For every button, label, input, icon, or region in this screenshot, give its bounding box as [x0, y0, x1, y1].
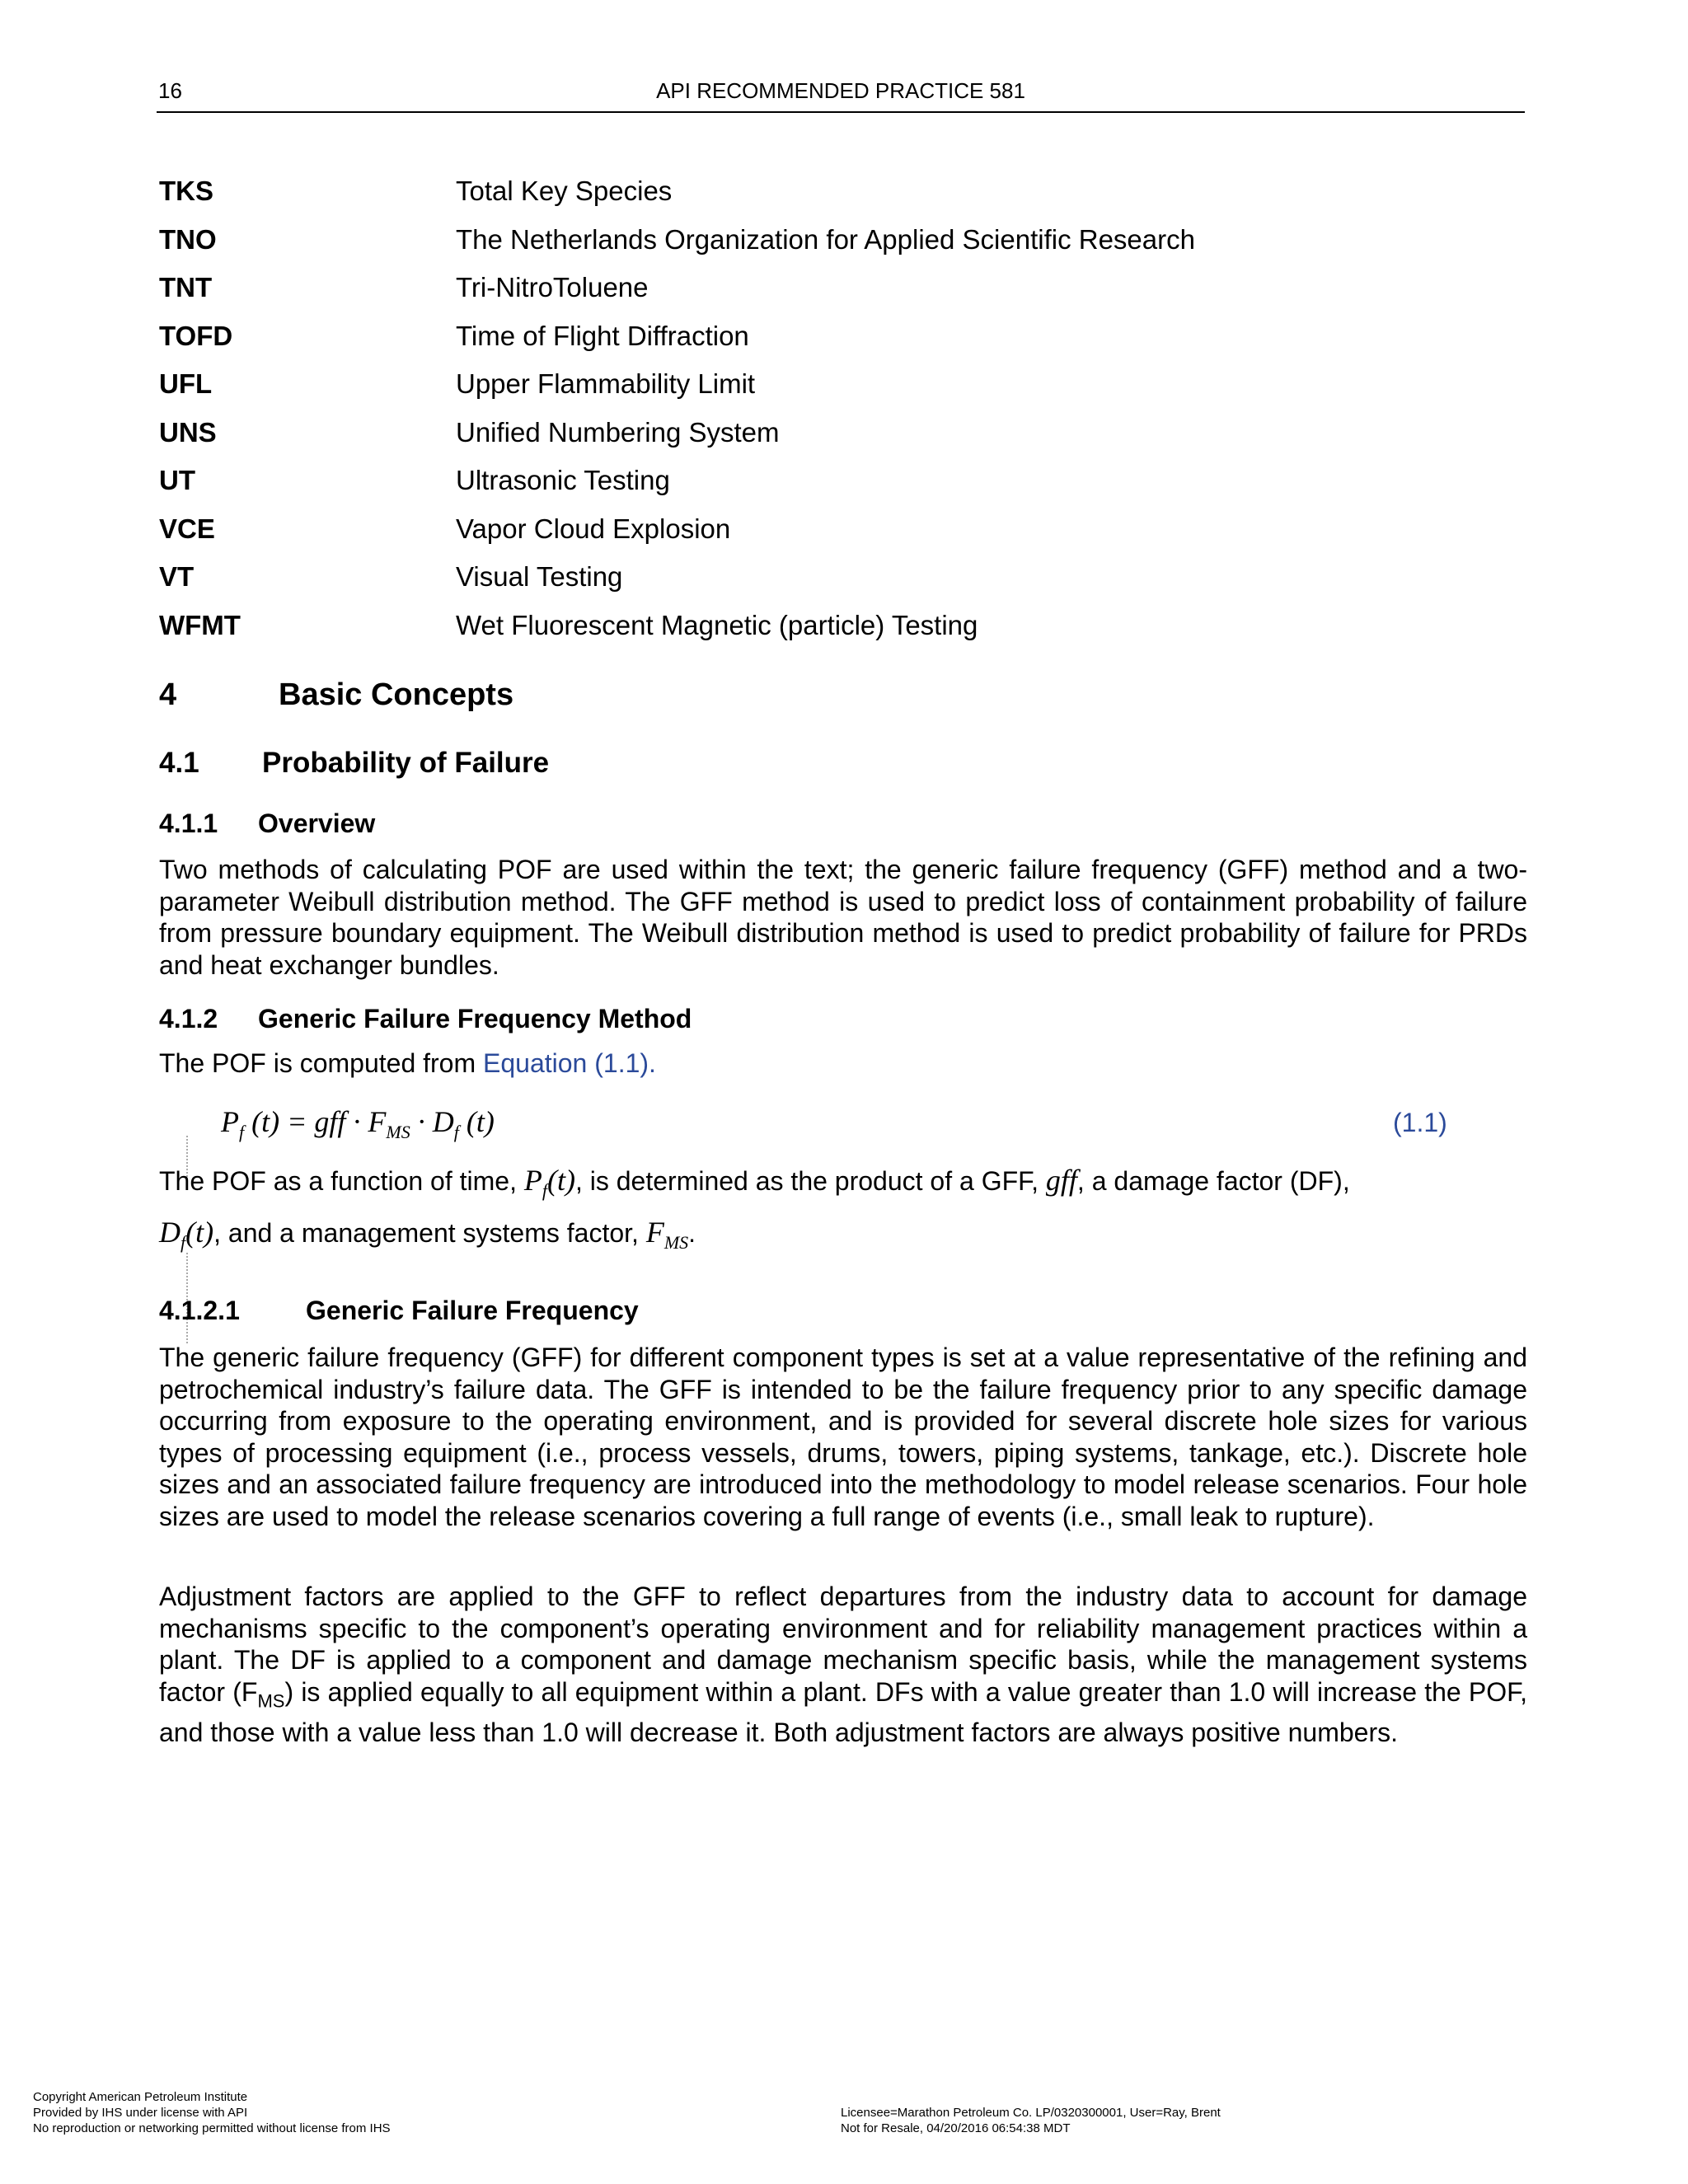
- equation-link[interactable]: Equation (1.1).: [483, 1048, 656, 1078]
- abbreviation-row: [159, 560, 1527, 609]
- eq-lhs: P: [221, 1105, 239, 1138]
- abbreviation-code: TOFD: [159, 320, 233, 351]
- pf-t: (t): [546, 1164, 575, 1197]
- footer-license: [841, 2105, 1221, 2136]
- abbreviation-row: [159, 175, 1527, 223]
- abbreviation-definition: Time of Flight Diffraction: [456, 320, 749, 351]
- abbreviation-code: WFMT: [159, 609, 241, 640]
- eq-d-sub: f: [453, 1122, 459, 1143]
- eq-lhs-sub: f: [239, 1122, 245, 1143]
- heading-title: Overview: [258, 808, 376, 838]
- eq-t2: (t): [466, 1105, 495, 1138]
- abbreviation-definition: Unified Numbering System: [456, 416, 780, 448]
- page-number: 16: [158, 78, 182, 103]
- abbreviation-code: UT: [159, 465, 195, 495]
- abbreviation-row: [159, 271, 1527, 320]
- eq-d: · D: [417, 1105, 454, 1138]
- abbreviation-definition: Upper Flammability Limit: [456, 368, 756, 399]
- section-number: 4: [159, 677, 177, 712]
- overview-paragraph: Two methods of calculating POF are used within the text; the generic failure frequency (GFF) method and a two-parameter Weibull distribution method. The GFF method is used to predict loss of containment probability of failure from pressure boundary equipment. The Weibull distribution method is used to predict probability of failure for PRDs and heat exchanger bundles.: [159, 855, 1527, 980]
- desc-text-4: , and a management systems factor,: [213, 1218, 646, 1248]
- eq-gff-f: = gff · F: [287, 1105, 387, 1138]
- footer-line: Provided by IHS under license with API: [33, 2106, 248, 2120]
- heading-number: 4.1.2: [159, 1004, 218, 1033]
- abbreviation-code: TNO: [159, 223, 217, 255]
- abbreviation-definition: Ultrasonic Testing: [456, 465, 670, 495]
- abbreviation-definition: Tri-NitroToluene: [456, 272, 649, 302]
- abbreviation-row: [159, 416, 1527, 465]
- description-line-2: [159, 1216, 696, 1259]
- para2-sub: MS: [257, 1690, 285, 1711]
- gff-paragraph-1: The generic failure frequency (GFF) for different component types is set at a value representative of the refining and petrochemical industry’s failure data. The GFF is intended to be the failure frequency prior to any specific damage occurring from exposure to the operating environment, and is provided for several discrete hole sizes for various types of processing equipment (i.e., process vessels, drums, towers, piping systems, tankage, etc.). Discrete hole sizes and an associated failure frequency are introduced into the methodology to model release scenarios. Four hole sizes are used to model the release scenarios covering a full range of events (i.e., small leak to rupture).: [159, 1343, 1527, 1531]
- eq-fms-sub: MS: [386, 1122, 410, 1143]
- abbreviation-definition: Wet Fluorescent Magnetic (particle) Testing: [456, 609, 978, 640]
- gff-paragraph-2: [159, 1581, 1527, 1749]
- abbreviation-row: [159, 609, 1527, 658]
- abbreviation-code: UFL: [159, 368, 213, 399]
- abbreviation-list: [159, 175, 1527, 657]
- df-t: (t): [185, 1216, 214, 1249]
- pf-symbol: P: [523, 1164, 542, 1197]
- abbreviation-row: [159, 223, 1527, 272]
- pf-sub: f: [542, 1180, 547, 1202]
- abbreviation-code: TNT: [159, 272, 213, 302]
- desc-text-3: , a damage factor (DF),: [1076, 1166, 1350, 1196]
- equation-number: (1.1): [1393, 1108, 1447, 1137]
- abbreviation-code: UNS: [159, 416, 217, 448]
- abbreviation-definition: Total Key Species: [456, 176, 673, 206]
- subsubsubsection-heading: [159, 1296, 639, 1326]
- desc-text-1: The POF as a function of time,: [159, 1166, 524, 1196]
- running-title: API RECOMMENDED PRACTICE 581: [656, 78, 1025, 103]
- abbreviation-row: [159, 368, 1527, 416]
- abbreviation-definition: Visual Testing: [456, 561, 623, 592]
- desc-text-2: , is determined as the product of a GFF,: [574, 1166, 1046, 1196]
- footer-line: No reproduction or networking permitted without license from IHS: [33, 2121, 391, 2135]
- subsubsection-heading: [159, 1004, 692, 1034]
- abbreviation-row: [159, 513, 1527, 561]
- gff-symbol: gff: [1045, 1164, 1077, 1197]
- heading-title: Generic Failure Frequency: [306, 1296, 639, 1325]
- heading-title: Generic Failure Frequency Method: [258, 1004, 692, 1033]
- subsection-title: Probability of Failure: [262, 747, 550, 779]
- df-sub: f: [181, 1232, 186, 1254]
- df-t-symbol: $D_f(t)$: [159, 1216, 214, 1254]
- abbreviation-code: VCE: [159, 513, 215, 544]
- para2-text-b: ) is applied equally to all equipment within a plant. DFs with a value greater than 1.0 will increase the POF, and those with a value less than 1.0 will decrease it. Both adjustment factors are always positive numbers.: [159, 1676, 1528, 1748]
- eq-t: (t): [251, 1105, 280, 1138]
- pf-t-symbol: [523, 1164, 575, 1202]
- footer-line: Copyright American Petroleum Institute: [33, 2090, 248, 2104]
- subsection-heading: [159, 747, 549, 780]
- page-header: [157, 78, 1525, 113]
- heading-number: 4.1.1: [159, 808, 218, 838]
- section-title: Basic Concepts: [279, 677, 514, 712]
- subsection-number: 4.1: [159, 747, 199, 779]
- abbreviation-definition: Vapor Cloud Explosion: [456, 513, 731, 544]
- equation-1-1: [221, 1104, 495, 1143]
- footer-line: Not for Resale, 04/20/2016 06:54:38 MDT: [841, 2121, 1071, 2135]
- abbreviation-row: [159, 320, 1527, 368]
- para2-text-a: Adjustment factors are applied to the GFF to reflect departures from the industry data to account for damage mechanisms specific to the component’s operating environment and for reliability management practices within a plant. The DF is applied to a component and damage mechanism specific basis, while the management systems factor (F: [159, 1582, 1527, 1707]
- abbreviation-code: VT: [159, 561, 195, 592]
- description-line-1: [159, 1164, 1527, 1207]
- subsubsection-heading: [159, 808, 375, 839]
- fms-symbol: $F_{MS}$: [645, 1216, 689, 1254]
- abbreviation-definition: The Netherlands Organization for Applied Scientific Research: [456, 223, 1195, 255]
- abbreviation-code: TKS: [159, 176, 213, 206]
- footer-line: Licensee=Marathon Petroleum Co. LP/0320300001, User=Ray, Brent: [841, 2106, 1221, 2120]
- footer-copyright: [33, 2089, 391, 2136]
- abbreviation-row: [159, 464, 1527, 513]
- section-heading: [159, 677, 513, 713]
- desc-end: .: [688, 1218, 696, 1248]
- intro-text: The POF is computed from: [159, 1048, 484, 1078]
- intro-line: [159, 1047, 656, 1080]
- fms-sub: MS: [663, 1232, 689, 1254]
- heading-number: 4.1.2.1: [159, 1296, 240, 1325]
